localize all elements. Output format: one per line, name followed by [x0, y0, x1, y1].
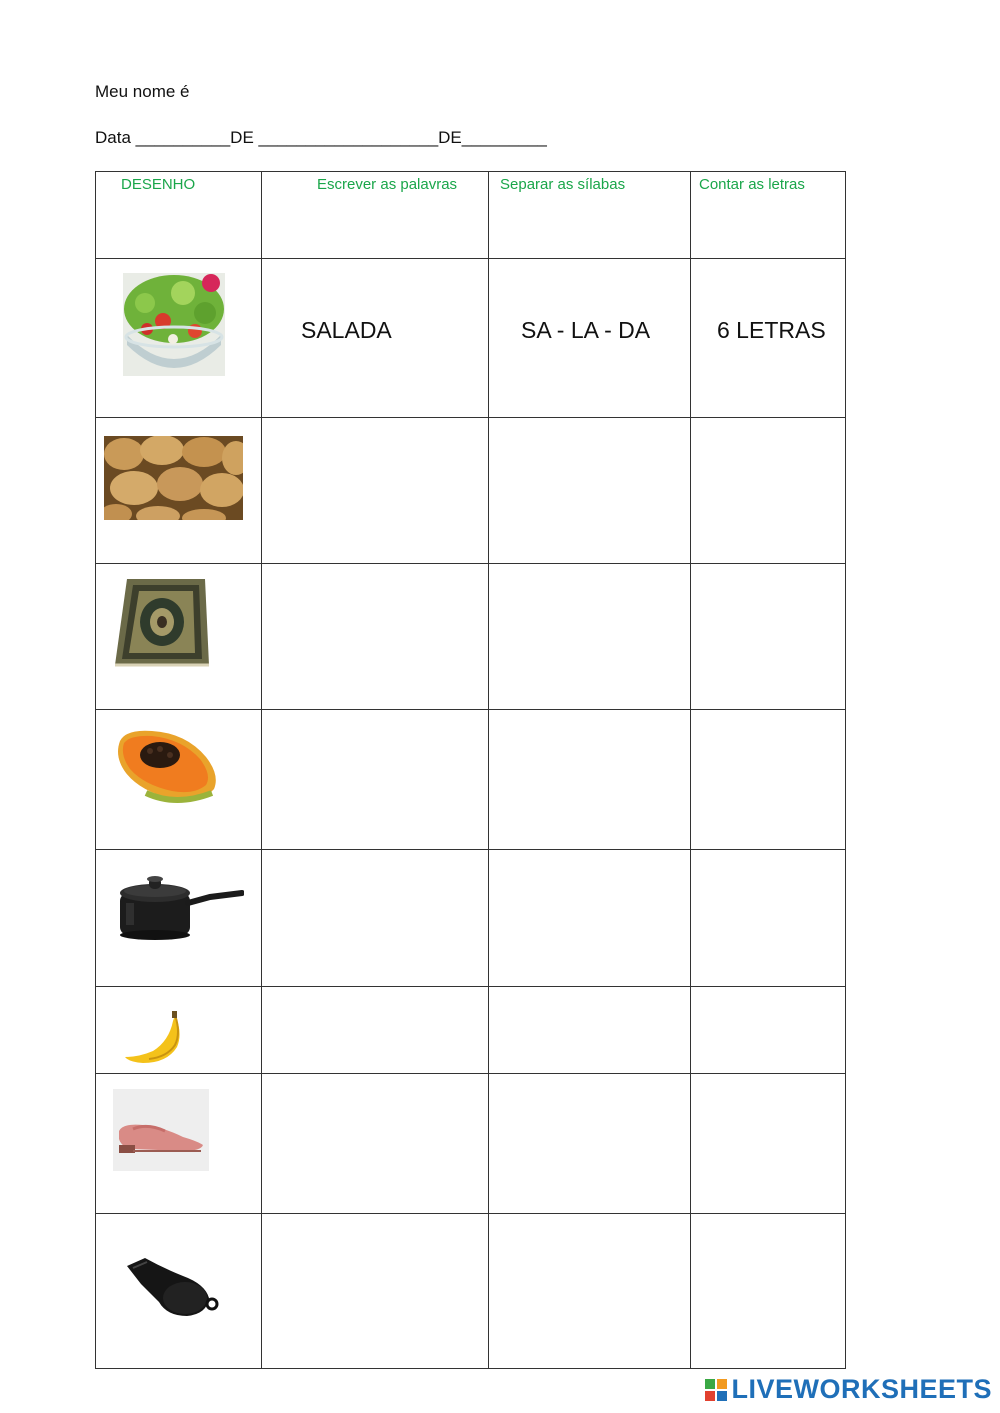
- picture-cell: [96, 1074, 262, 1214]
- picture-cell: [96, 564, 262, 710]
- picture-cell: [96, 259, 262, 418]
- letters-cell[interactable]: [691, 259, 846, 418]
- syllables-cell[interactable]: [489, 987, 691, 1074]
- rug-image: [113, 577, 211, 669]
- word-cell[interactable]: [262, 259, 489, 418]
- syllables-cell[interactable]: [489, 1214, 691, 1369]
- potatoes-image: [104, 436, 243, 520]
- letters-cell[interactable]: [691, 1214, 846, 1369]
- worksheet-table: [95, 171, 846, 1369]
- table-row: [96, 1074, 846, 1214]
- letters-cell[interactable]: [691, 710, 846, 850]
- letters-cell[interactable]: [691, 418, 846, 564]
- name-line: Meu nome é: [95, 82, 190, 101]
- table-row: [96, 987, 846, 1074]
- word-cell[interactable]: [262, 710, 489, 850]
- picture-cell: [96, 710, 262, 850]
- table-row: [96, 418, 846, 564]
- example-word: SALADA: [301, 317, 392, 343]
- word-cell[interactable]: [262, 1074, 489, 1214]
- letters-cell[interactable]: [691, 987, 846, 1074]
- syllables-cell[interactable]: [489, 710, 691, 850]
- saucepan-image: [118, 875, 244, 941]
- header-cell-drawing: [96, 172, 262, 259]
- picture-cell: [96, 1214, 262, 1369]
- liveworksheets-logo: [705, 1374, 992, 1405]
- picture-cell: [96, 850, 262, 987]
- table-row: [96, 1214, 846, 1369]
- syllables-cell[interactable]: [489, 850, 691, 987]
- column-header-write-words: Escrever as palavras: [317, 176, 458, 193]
- example-letter-count: 6 LETRAS: [717, 317, 826, 343]
- header-cell-write: [262, 172, 489, 259]
- column-header-drawing: DESENHO: [121, 176, 196, 193]
- word-cell[interactable]: [262, 1214, 489, 1369]
- column-header-syllables: Separar as sílabas: [500, 176, 626, 193]
- word-cell[interactable]: [262, 564, 489, 710]
- header-cell-syllables: [489, 172, 691, 259]
- header-row: [96, 172, 846, 259]
- letters-cell[interactable]: [691, 564, 846, 710]
- whistle-image: [123, 1254, 219, 1320]
- syllables-cell[interactable]: [489, 259, 691, 418]
- word-cell[interactable]: [262, 418, 489, 564]
- banana-image: [123, 1011, 185, 1066]
- syllables-cell[interactable]: [489, 418, 691, 564]
- logo-text: LIVEWORKSHEETS: [731, 1374, 992, 1404]
- word-cell[interactable]: [262, 850, 489, 987]
- letters-cell[interactable]: [691, 1074, 846, 1214]
- date-line: Data __________DE ___________________DE_________: [95, 128, 547, 147]
- word-cell[interactable]: [262, 987, 489, 1074]
- table-row: [96, 564, 846, 710]
- papaya-image: [116, 727, 220, 805]
- picture-cell: [96, 987, 262, 1074]
- picture-cell: [96, 418, 262, 564]
- table-row: [96, 850, 846, 987]
- table-row: [96, 259, 846, 418]
- example-syllables: SA - LA - DA: [521, 317, 651, 343]
- syllables-cell[interactable]: [489, 564, 691, 710]
- syllables-cell[interactable]: [489, 1074, 691, 1214]
- table-row: [96, 710, 846, 850]
- header-cell-letters: [691, 172, 846, 259]
- logo-mark-icon: [705, 1379, 727, 1401]
- column-header-count-letters: Contar as letras: [699, 176, 805, 193]
- letters-cell[interactable]: [691, 850, 846, 987]
- salad-bowl-image: [123, 273, 225, 376]
- pink-shoe-image: [113, 1089, 209, 1171]
